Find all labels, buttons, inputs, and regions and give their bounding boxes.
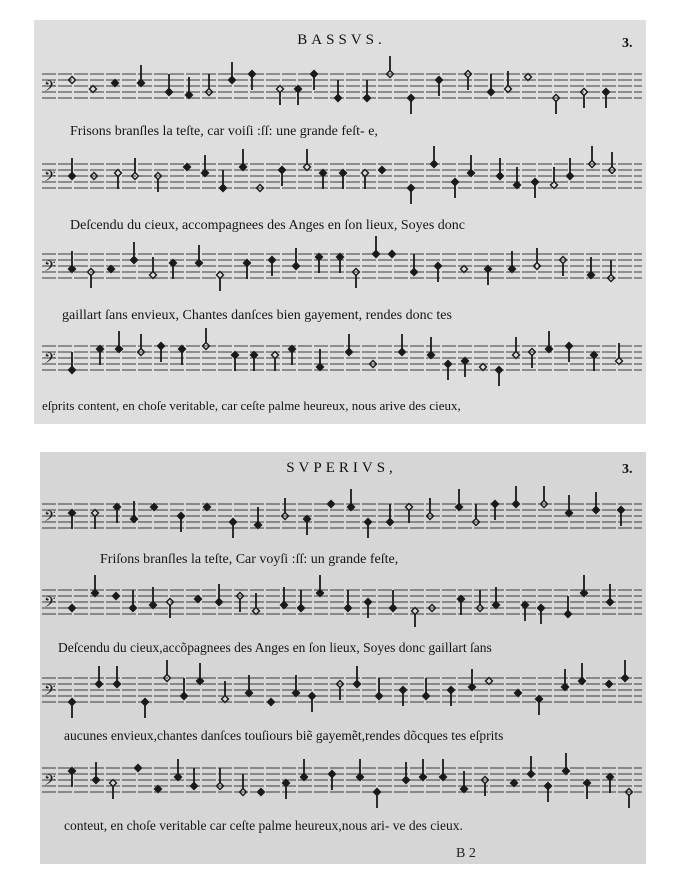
superius-folio: 3.	[622, 462, 633, 477]
note-icon	[283, 780, 290, 800]
note-icon	[423, 678, 430, 700]
superius-staff-2	[42, 586, 642, 620]
note-icon	[115, 170, 122, 190]
bassus-staff-1	[42, 70, 642, 104]
note-icon	[406, 504, 413, 524]
bassus-staff-3	[42, 250, 642, 284]
note-icon	[113, 593, 120, 600]
note-icon	[340, 170, 347, 190]
bassus-lyric-4: eſprits content, en choſe veritable, car ceſte palme heureux, nous arive des cieux,	[42, 398, 461, 413]
note-icon	[403, 762, 410, 784]
note-icon	[320, 170, 327, 190]
note-icon	[258, 789, 265, 796]
clef-icon: 𝄢	[44, 350, 56, 371]
superius-lyric-4: conteut, en choſe veritable car ceſte palme heureux,nous ari- ve des cieux.	[64, 818, 463, 833]
note-icon	[488, 74, 495, 96]
bassus-lyric-2: Deſcendu du cieux, accompagnees des Anges en ſon lieux, Soyes donc	[70, 218, 466, 233]
note-icon	[181, 678, 188, 700]
note-icon	[591, 352, 598, 372]
note-icon	[135, 765, 142, 772]
note-icon	[130, 590, 137, 612]
note-icon	[69, 158, 76, 180]
note-icon	[220, 170, 227, 192]
note-icon	[92, 510, 99, 530]
note-icon	[387, 504, 394, 526]
note-icon	[251, 352, 258, 372]
note-icon	[337, 254, 344, 274]
note-icon	[335, 80, 342, 102]
note-icon	[114, 504, 121, 524]
clef-icon: 𝄢	[44, 772, 56, 793]
note-icon	[411, 254, 418, 276]
note-icon	[522, 602, 529, 622]
note-icon	[293, 248, 300, 270]
superius-lyric-3: aucunes envieux,chantes danſces touſiours biẽ gayemẽt,rendes dõcques tes eſprits	[64, 728, 504, 743]
note-icon	[69, 605, 76, 612]
bassus-staff-2	[42, 160, 642, 194]
note-icon	[69, 510, 76, 530]
note-icon	[462, 358, 469, 378]
note-icon	[268, 699, 275, 706]
note-icon	[379, 167, 386, 174]
note-icon	[565, 596, 572, 618]
note-icon	[364, 80, 371, 102]
superius-lyric-1: Friſons branſles la teſte, Car voyſi :ſſ: un grande feſte,	[100, 552, 399, 567]
page-signature: B 2	[456, 846, 476, 861]
superius-lyric-2: Deſcendu du cieux,accõpagnees des Anges en ſon lieux, Soyes donc gaillart ſans	[58, 640, 492, 655]
note-icon	[304, 516, 311, 536]
note-icon	[232, 352, 239, 372]
note-icon	[93, 762, 100, 784]
superius-staff-3	[42, 674, 642, 708]
note-icon	[170, 260, 177, 280]
note-icon	[362, 170, 369, 190]
note-icon	[69, 352, 76, 374]
note-icon	[390, 590, 397, 612]
note-icon	[244, 260, 251, 280]
note-icon	[458, 596, 465, 616]
note-icon	[567, 158, 574, 180]
note-icon	[485, 266, 492, 286]
clef-icon: 𝄢	[44, 258, 56, 279]
note-icon	[216, 584, 223, 606]
note-icon	[166, 74, 173, 96]
note-icon	[97, 346, 104, 366]
bassus-lyric-1: Frisons branſles la teſte, car voiſi :ſſ: une grande feſt- e,	[70, 124, 378, 139]
note-icon	[298, 590, 305, 612]
note-icon	[112, 80, 119, 87]
note-icon	[90, 86, 97, 93]
note-icon	[277, 86, 284, 106]
superius-heading: SVPERIVS,	[286, 460, 397, 476]
note-icon	[584, 780, 591, 800]
note-icon	[316, 254, 323, 274]
bassus-heading: BASSVS.	[297, 32, 386, 48]
note-icon	[110, 780, 117, 800]
note-icon	[606, 681, 613, 688]
clef-icon: 𝄢	[44, 682, 56, 703]
clef-icon: 𝄢	[44, 78, 56, 99]
bassus-lyric-3: gaillart ſans envieux, Chantes danſces bien gayement, rendes donc tes	[62, 308, 452, 323]
clef-icon: 𝄢	[44, 508, 56, 529]
note-icon	[607, 584, 614, 606]
note-icon	[389, 251, 396, 258]
note-icon	[607, 774, 614, 794]
note-icon	[345, 590, 352, 612]
note-icon	[534, 248, 541, 270]
note-icon	[376, 678, 383, 700]
note-icon	[289, 346, 296, 366]
note-icon	[525, 74, 532, 81]
note-icon	[69, 768, 76, 788]
note-icon	[272, 352, 279, 372]
clef-icon: 𝄢	[44, 168, 56, 189]
note-icon	[179, 346, 186, 366]
note-icon	[497, 158, 504, 180]
note-icon	[328, 501, 335, 508]
note-icon	[191, 768, 198, 790]
superius-staff-1	[42, 500, 642, 534]
superius-staff-4	[42, 764, 642, 798]
clef-icon: 𝄢	[44, 594, 56, 615]
note-icon	[295, 86, 302, 106]
bassus-staff-4	[42, 342, 642, 376]
note-icon	[184, 164, 191, 171]
page-folio: 3.	[622, 36, 633, 51]
